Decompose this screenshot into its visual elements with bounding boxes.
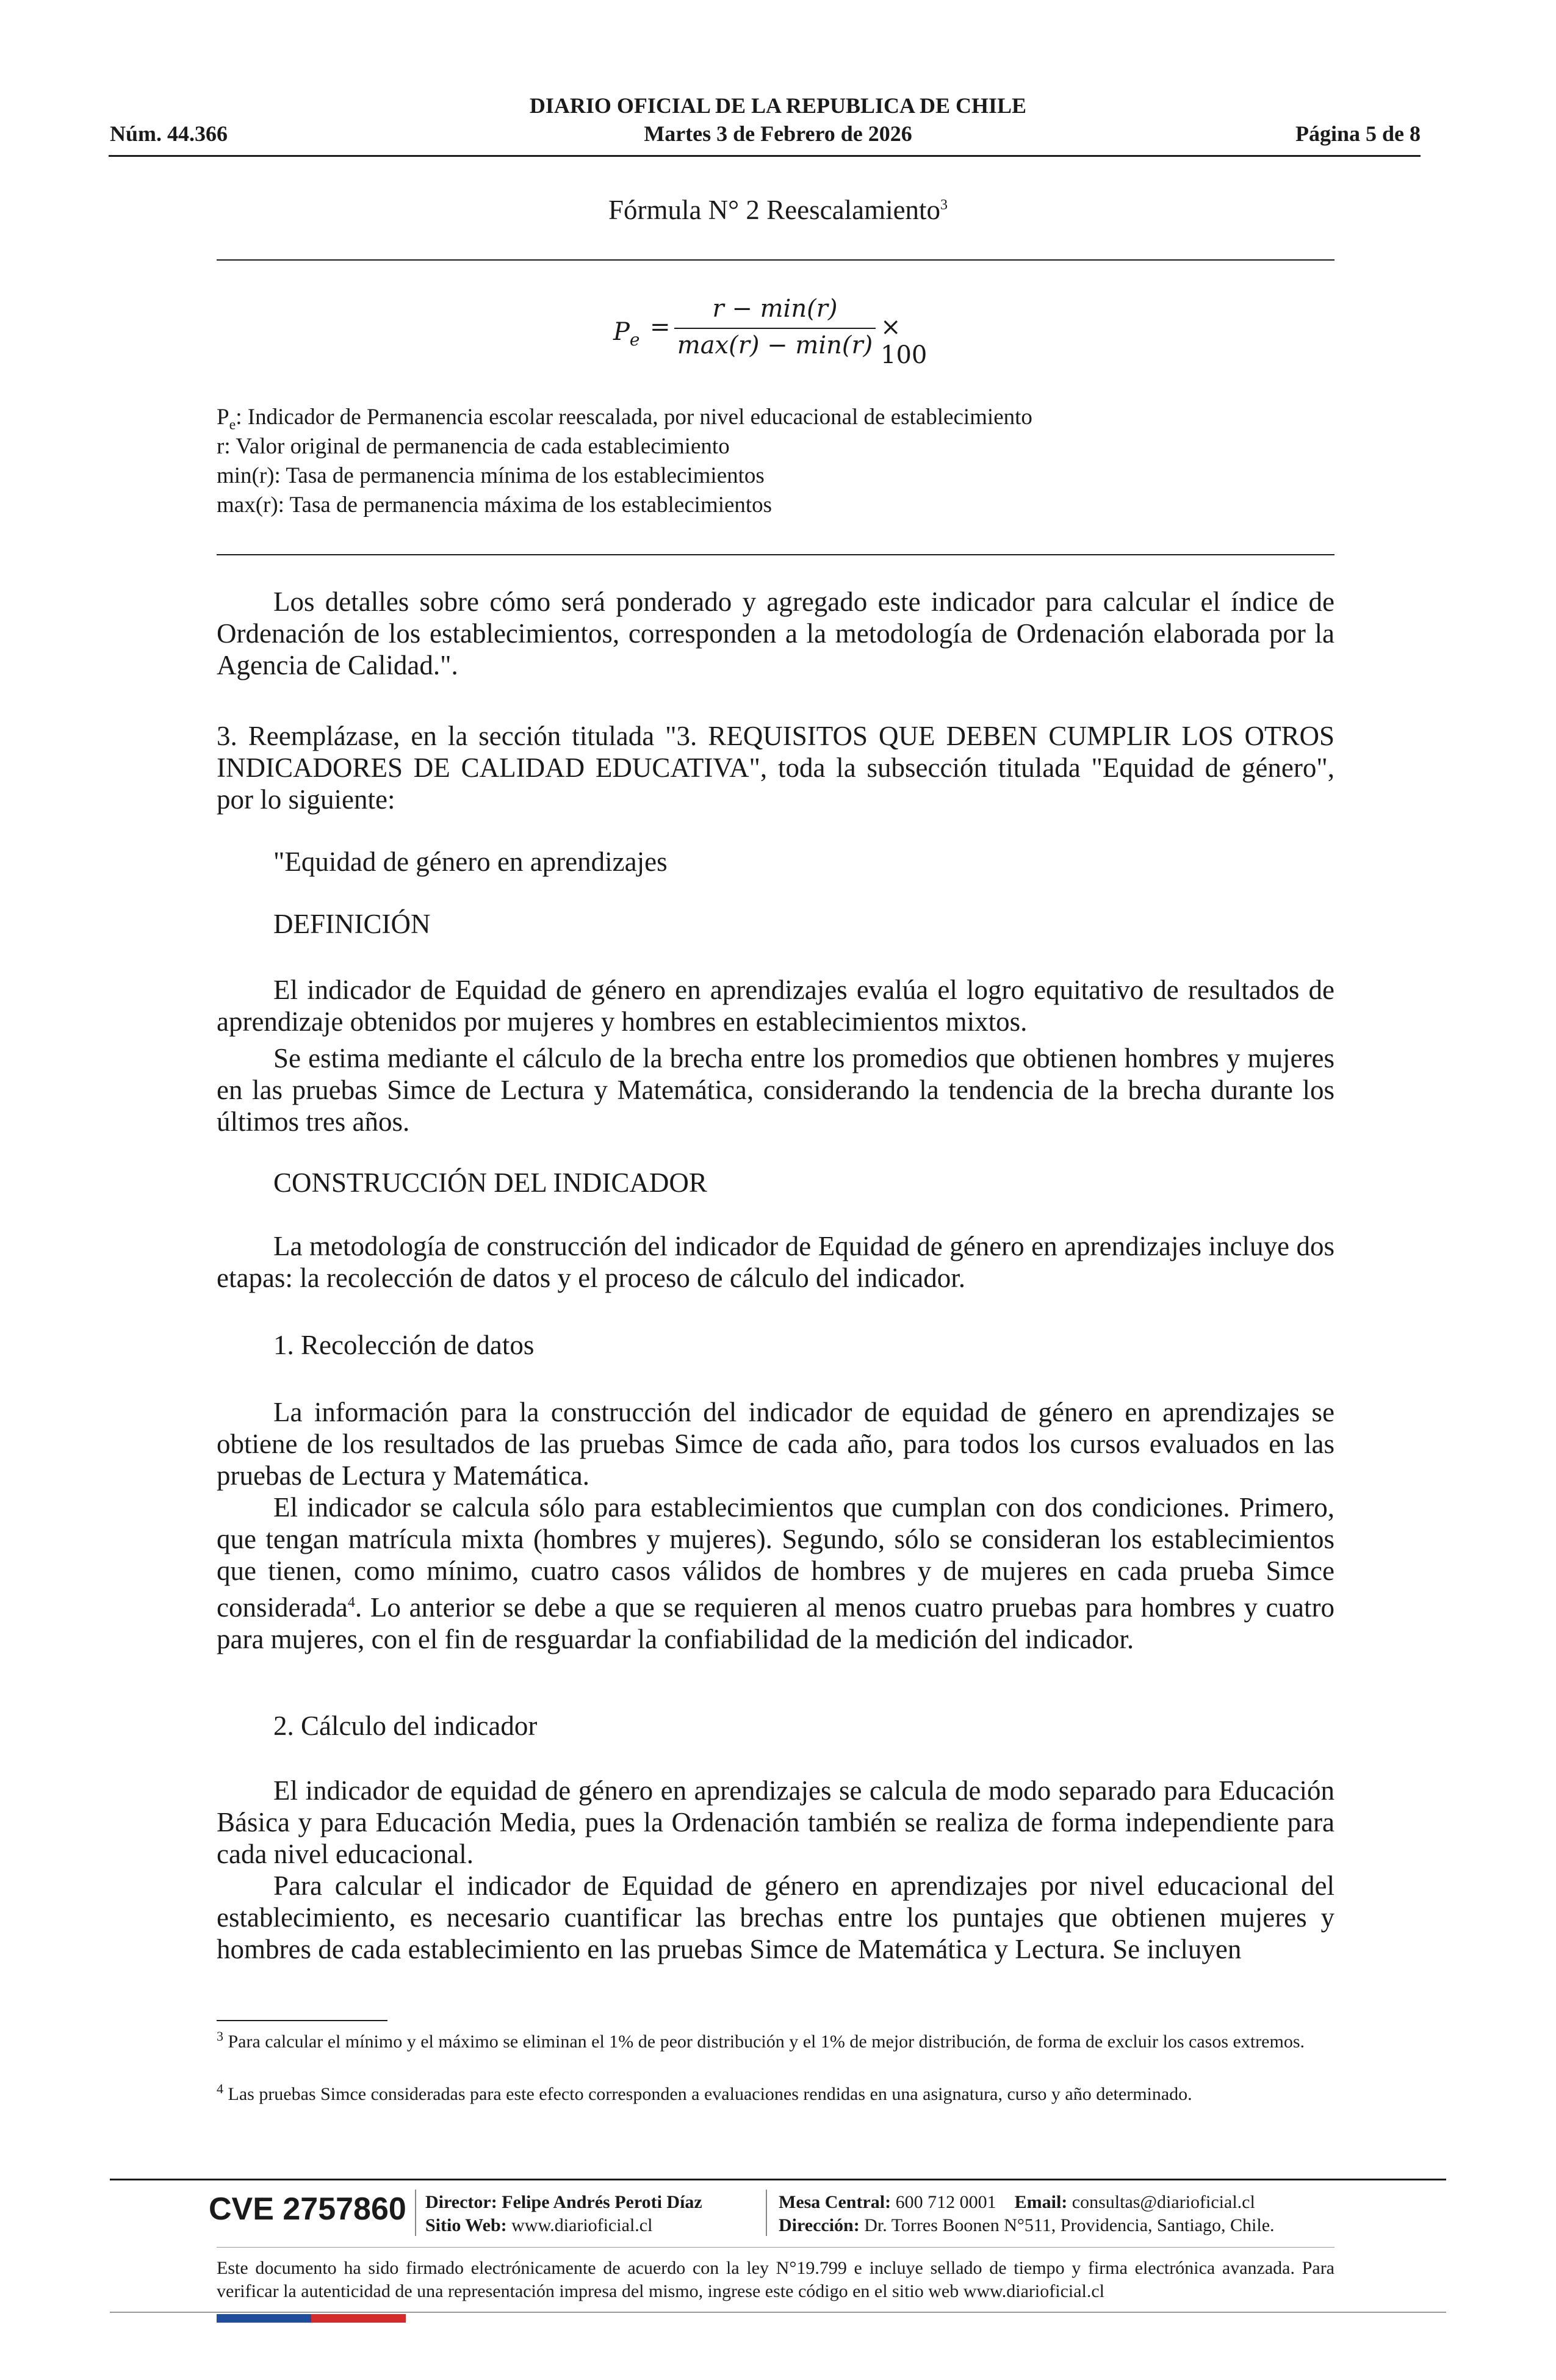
- footnote-rule: [217, 2020, 387, 2021]
- paragraph-condiciones-text: El indicador se calcula sólo para establecimientos que cumplan con dos condiciones. Primero, que tengan matrícula mixta (hombres y mujeres). Segundo, sólo se consideran los establecimientos que tienen, como mínimo, cuatro casos válidos de hombres y de mujeres en cada prueba Simce considerada: [217, 1492, 1334, 1623]
- heading-calculo: 2. Cálculo del indicador: [273, 1711, 538, 1741]
- formula-title-text: Fórmula N° 2 Reescalamiento: [608, 195, 941, 225]
- formula-top-rule: [217, 259, 1334, 261]
- mesa-phone: 600 712 0001: [895, 2192, 996, 2212]
- formula-expression: [613, 295, 955, 374]
- footer-divider-1: [415, 2190, 416, 2236]
- newspaper-title: DIARIO OFICIAL DE LA REPUBLICA DE CHILE: [529, 93, 1027, 118]
- footnote-text: Las pruebas Simce consideradas para este efecto corresponden a evaluaciones rendidas en una asignatura, curso y año determinado.: [223, 2084, 1192, 2104]
- email-label: Email:: [1014, 2192, 1068, 2212]
- formula-equals: =: [650, 313, 671, 341]
- heading-recoleccion: 1. Recolección de datos: [273, 1330, 535, 1360]
- footnote-ref-3[interactable]: 3: [940, 197, 948, 213]
- def-symbol: r: [217, 434, 225, 459]
- def-sub: e: [229, 417, 236, 433]
- director-info: [425, 2191, 702, 2237]
- definition-r: [217, 432, 730, 461]
- footnote-4: [217, 2076, 1334, 2107]
- footnote-3: [217, 2024, 1334, 2055]
- fraction-bar: [674, 328, 876, 329]
- def-text: : Valor original de permanencia de cada establecimiento: [224, 434, 730, 459]
- formula-numerator: r − min(r): [712, 295, 838, 323]
- email-link[interactable]: consultas@diarioficial.cl: [1072, 2192, 1255, 2212]
- issue-number: Núm. 44.366: [110, 121, 228, 146]
- address-label: Dirección:: [779, 2215, 860, 2235]
- formula-bottom-rule: [217, 554, 1334, 555]
- paragraph-condiciones-text-end: . Lo anterior se debe a que se requieren al menos cuatro pruebas para hombres y cuatro para mujeres, con el fin de resguardar la confiabilidad de la medición del indicador.: [217, 1592, 1334, 1654]
- heading-construccion: CONSTRUCCIÓN DEL INDICADOR: [273, 1167, 707, 1198]
- paragraph-reemplazase: 3. Reemplázase, en la sección titulada "3. REQUISITOS QUE DEBEN CUMPLIR LOS OTROS INDICADORES DE CALIDAD EDUCATIVA", toda la subsección titulada "Equidad de género", por lo siguiente:: [217, 721, 1334, 815]
- formula-times: × 100: [881, 313, 927, 369]
- footnote-mark: 4: [217, 2081, 223, 2096]
- def-symbol: min(r): [217, 463, 275, 488]
- def-text: : Tasa de permanencia mínima de los establecimientos: [274, 463, 765, 488]
- definition-min: [217, 461, 765, 491]
- def-text: : Indicador de Permanencia escolar reescalada, por nivel educacional de establecimiento: [236, 405, 1032, 430]
- formula-lhs-sub: e: [629, 330, 640, 350]
- header-rule: [109, 155, 1421, 157]
- paragraph-separado: El indicador de equidad de género en aprendizajes se calcula de modo separado para Educación Básica y para Educación Media, pues la Ordenación también se realiza de forma independiente para cada nivel educacional.: [217, 1775, 1334, 1869]
- paragraph-brecha: Se estima mediante el cálculo de la brecha entre los promedios que obtienen hombres y mujeres en las pruebas Simce de Lectura y Matemática, considerando la tendencia de la brecha durante los últimos tres años.: [217, 1043, 1334, 1137]
- web-label: Sitio Web:: [425, 2215, 507, 2235]
- footnote-text: Para calcular el mínimo y el máximo se eliminan el 1% de peor distribución y el 1% de mejor distribución, de forma de excluir los casos extremos.: [223, 2032, 1305, 2052]
- footer-mid-rule: [217, 2247, 1334, 2248]
- subsection-title: "Equidad de género en aprendizajes: [273, 846, 668, 877]
- paragraph-ordenacion: Los detalles sobre cómo será ponderado y agregado este indicador para calcular el índice de Ordenación de los establecimientos, corresponden a la metodología de Ordenación elaborada por la Agencia de Calidad.".: [217, 586, 1334, 680]
- issue-date: Martes 3 de Febrero de 2026: [644, 121, 912, 146]
- def-symbol: P: [217, 405, 229, 430]
- website-link[interactable]: www.diarioficial.cl: [511, 2215, 653, 2235]
- flag-bar-blue: [217, 2314, 311, 2323]
- footer-top-rule: [110, 2179, 1446, 2180]
- def-symbol: max(r): [217, 492, 278, 517]
- paragraph-condiciones: [217, 1491, 1334, 1655]
- footer-divider-2: [766, 2190, 767, 2236]
- paragraph-metodologia: La metodología de construcción del indicador de Equidad de género en aprendizajes incluye dos etapas: la recolección de datos y el proceso de cálculo del indicador.: [217, 1231, 1334, 1293]
- flag-bar-red: [311, 2314, 406, 2323]
- signature-notice: Este documento ha sido firmado electrónicamente de acuerdo con la ley N°19.799 e incluye sellado de tiempo y firma electrónica avanzada. Para verificar la autenticidad de una representación impresa del mismo, ingrese este código en el sitio web www.diarioficial.cl: [217, 2258, 1334, 2301]
- mesa-label: Mesa Central:: [779, 2192, 891, 2212]
- formula-lhs: P: [613, 318, 630, 346]
- cve-code[interactable]: CVE 2757860: [209, 2191, 406, 2227]
- def-text: : Tasa de permanencia máxima de los establecimientos: [278, 492, 773, 517]
- formula-title: [0, 194, 1556, 226]
- director-label: Director: Felipe Andrés Peroti Díaz: [425, 2192, 702, 2212]
- address-text: Dr. Torres Boonen N°511, Providencia, Santiago, Chile.: [864, 2215, 1275, 2235]
- paragraph-brechas: Para calcular el indicador de Equidad de género en aprendizajes por nivel educacional del establecimiento, es necesario cuantificar las brechas entre los puntajes que obtienen mujeres y hombres de cada establecimiento en las pruebas Simce de Matemática y Lectura. Se incluyen: [217, 1870, 1334, 1964]
- contact-info: [779, 2191, 1275, 2237]
- definition-max: [217, 491, 772, 520]
- footer-bottom-rule: [110, 2312, 1446, 2313]
- paragraph-definicion: El indicador de Equidad de género en aprendizajes evalúa el logro equitativo de resultados de aprendizaje obtenidos por mujeres y hombres en establecimientos mixtos.: [217, 975, 1334, 1037]
- footnote-mark: 3: [217, 2028, 223, 2044]
- page-indicator: Página 5 de 8: [1295, 121, 1421, 146]
- paragraph-informacion: La información para la construcción del indicador de equidad de género en aprendizajes se obtiene de los resultados de las pruebas Simce de cada año, para todos los cursos evaluados en las pruebas de Lectura y Matemática.: [217, 1397, 1334, 1491]
- formula-denominator: max(r) − min(r): [677, 331, 873, 359]
- footnote-ref-4[interactable]: 4: [347, 1595, 355, 1610]
- heading-definicion: DEFINICIÓN: [273, 909, 431, 939]
